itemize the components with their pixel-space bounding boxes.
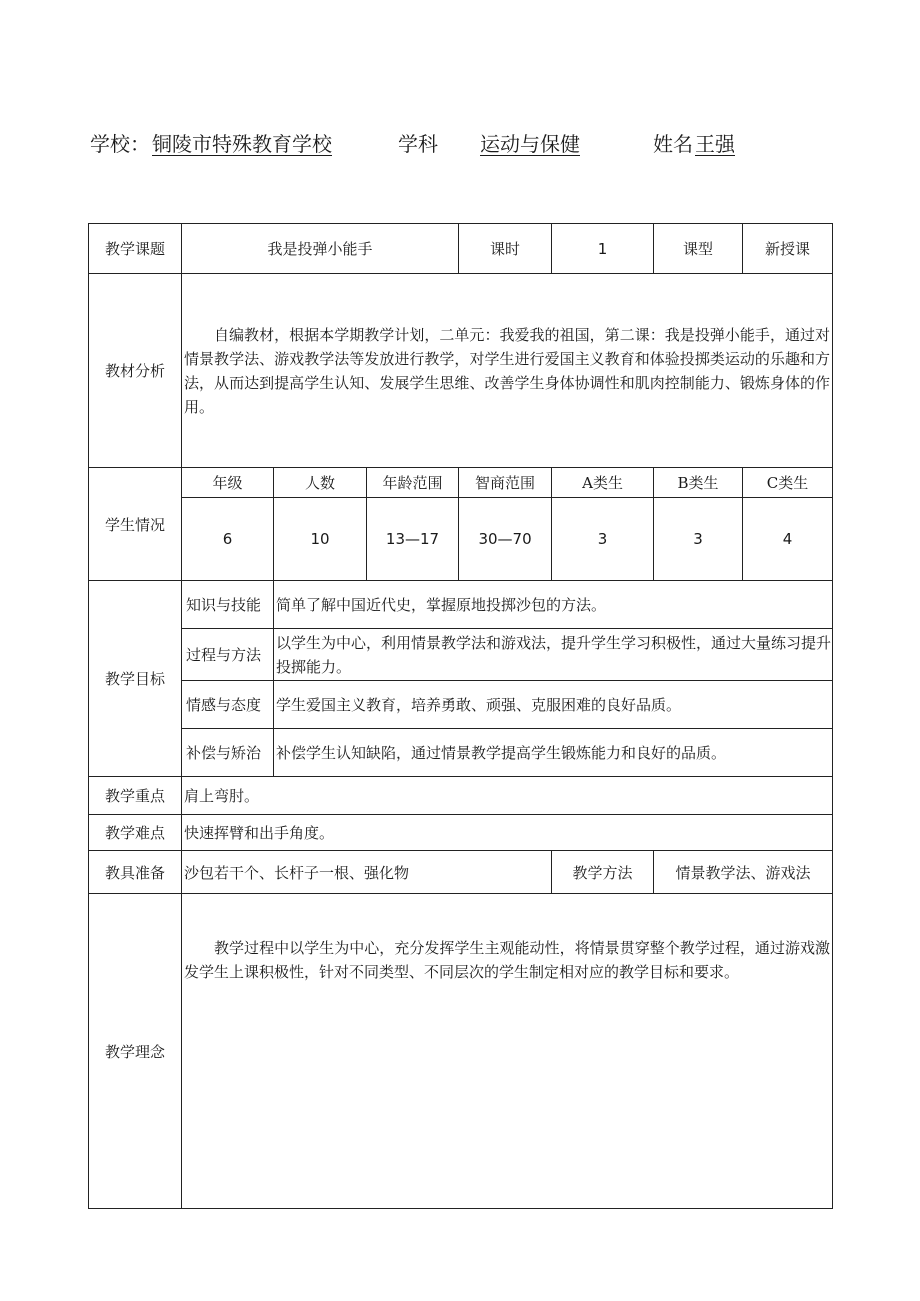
key-value: 肩上弯肘。: [182, 777, 833, 815]
analysis-text: 自编教材，根据本学期教学计划，二单元：我爱我的祖国，第二课：我是投弹小能手，通过对情景教学法、游戏教学法等发放进行教学，对学生进行爱国主义教育和体验投掷类运动的乐趣和方法，从而达到提高学生认知、发展学生思维、改善学生身体协调性和肌肉控制能力、锻炼身体的作用。: [184, 325, 831, 416]
objective-label: 过程与方法: [182, 629, 274, 681]
analysis-cell: [182, 274, 833, 468]
school-label: 学校：: [90, 132, 150, 156]
objective-label: 情感与态度: [182, 681, 274, 729]
student-header-age: 年龄范围: [367, 468, 459, 498]
teacher-name: 王强: [695, 132, 735, 156]
type-label: 课型: [654, 224, 743, 274]
key-row: [89, 777, 833, 815]
student-header-grade: 年级: [182, 468, 274, 498]
student-header-count: 人数: [274, 468, 367, 498]
objective-text: 补偿学生认知缺陷，通过情景教学提高学生锻炼能力和良好的品质。: [274, 729, 833, 777]
students-label: 学生情况: [89, 468, 182, 581]
student-value-grade: 6: [182, 498, 274, 581]
hours-label: 课时: [459, 224, 552, 274]
analysis-row: [89, 274, 833, 468]
difficulty-row: [89, 815, 833, 851]
philosophy-label: 教学理念: [89, 894, 182, 1209]
topic-label: 教学课题: [89, 224, 182, 274]
philosophy-cell: [182, 894, 833, 1209]
student-value-iq: 30—70: [459, 498, 552, 581]
type-value: 新授课: [743, 224, 833, 274]
subject-label: 学科: [398, 132, 438, 156]
lesson-plan-table: [88, 223, 833, 1209]
philosophy-row: [89, 894, 833, 1209]
objective-row: [89, 681, 833, 729]
student-value-b: 3: [654, 498, 743, 581]
student-header-b: B类生: [654, 468, 743, 498]
objective-row: [89, 729, 833, 777]
method-value: 情景教学法、游戏法: [654, 851, 833, 894]
teacher-name-label: 姓名: [653, 132, 693, 156]
objective-row: [89, 629, 833, 681]
student-value-a: 3: [552, 498, 654, 581]
hours-value: 1: [552, 224, 654, 274]
objective-label: 补偿与矫治: [182, 729, 274, 777]
objective-label: 知识与技能: [182, 581, 274, 629]
topic-row: [89, 224, 833, 274]
objective-text: 学生爱国主义教育，培养勇敢、顽强、克服困难的良好品质。: [274, 681, 833, 729]
student-value-row: [89, 498, 833, 581]
objective-row: [89, 581, 833, 629]
objective-text: 以学生为中心，利用情景教学法和游戏法，提升学生学习积极性，通过大量练习提升投掷能力。: [274, 629, 833, 681]
philosophy-text: 教学过程中以学生为中心，充分发挥学生主观能动性，将情景贯穿整个教学过程，通过游戏激发学生上课积极性，针对不同类型、不同层次的学生制定相对应的教学目标和要求。: [184, 939, 831, 981]
student-header-iq: 智商范围: [459, 468, 552, 498]
student-value-c: 4: [743, 498, 833, 581]
student-value-count: 10: [274, 498, 367, 581]
key-label: 教学重点: [89, 777, 182, 815]
method-label: 教学方法: [552, 851, 654, 894]
topic-value: 我是投弹小能手: [182, 224, 459, 274]
student-header-c: C类生: [743, 468, 833, 498]
difficulty-label: 教学难点: [89, 815, 182, 851]
analysis-label: 教材分析: [89, 274, 182, 468]
subject-name: 运动与保健: [480, 132, 580, 156]
student-header-row: [89, 468, 833, 498]
tools-label: 教具准备: [89, 851, 182, 894]
tools-row: [89, 851, 833, 894]
student-header-a: A类生: [552, 468, 654, 498]
student-value-age: 13—17: [367, 498, 459, 581]
objectives-label: 教学目标: [89, 581, 182, 777]
difficulty-value: 快速挥臂和出手角度。: [182, 815, 833, 851]
school-name: 铜陵市特殊教育学校: [152, 132, 332, 156]
objective-text: 简单了解中国近代史，掌握原地投掷沙包的方法。: [274, 581, 833, 629]
tools-value: 沙包若干个、长杆子一根、强化物: [182, 851, 552, 894]
